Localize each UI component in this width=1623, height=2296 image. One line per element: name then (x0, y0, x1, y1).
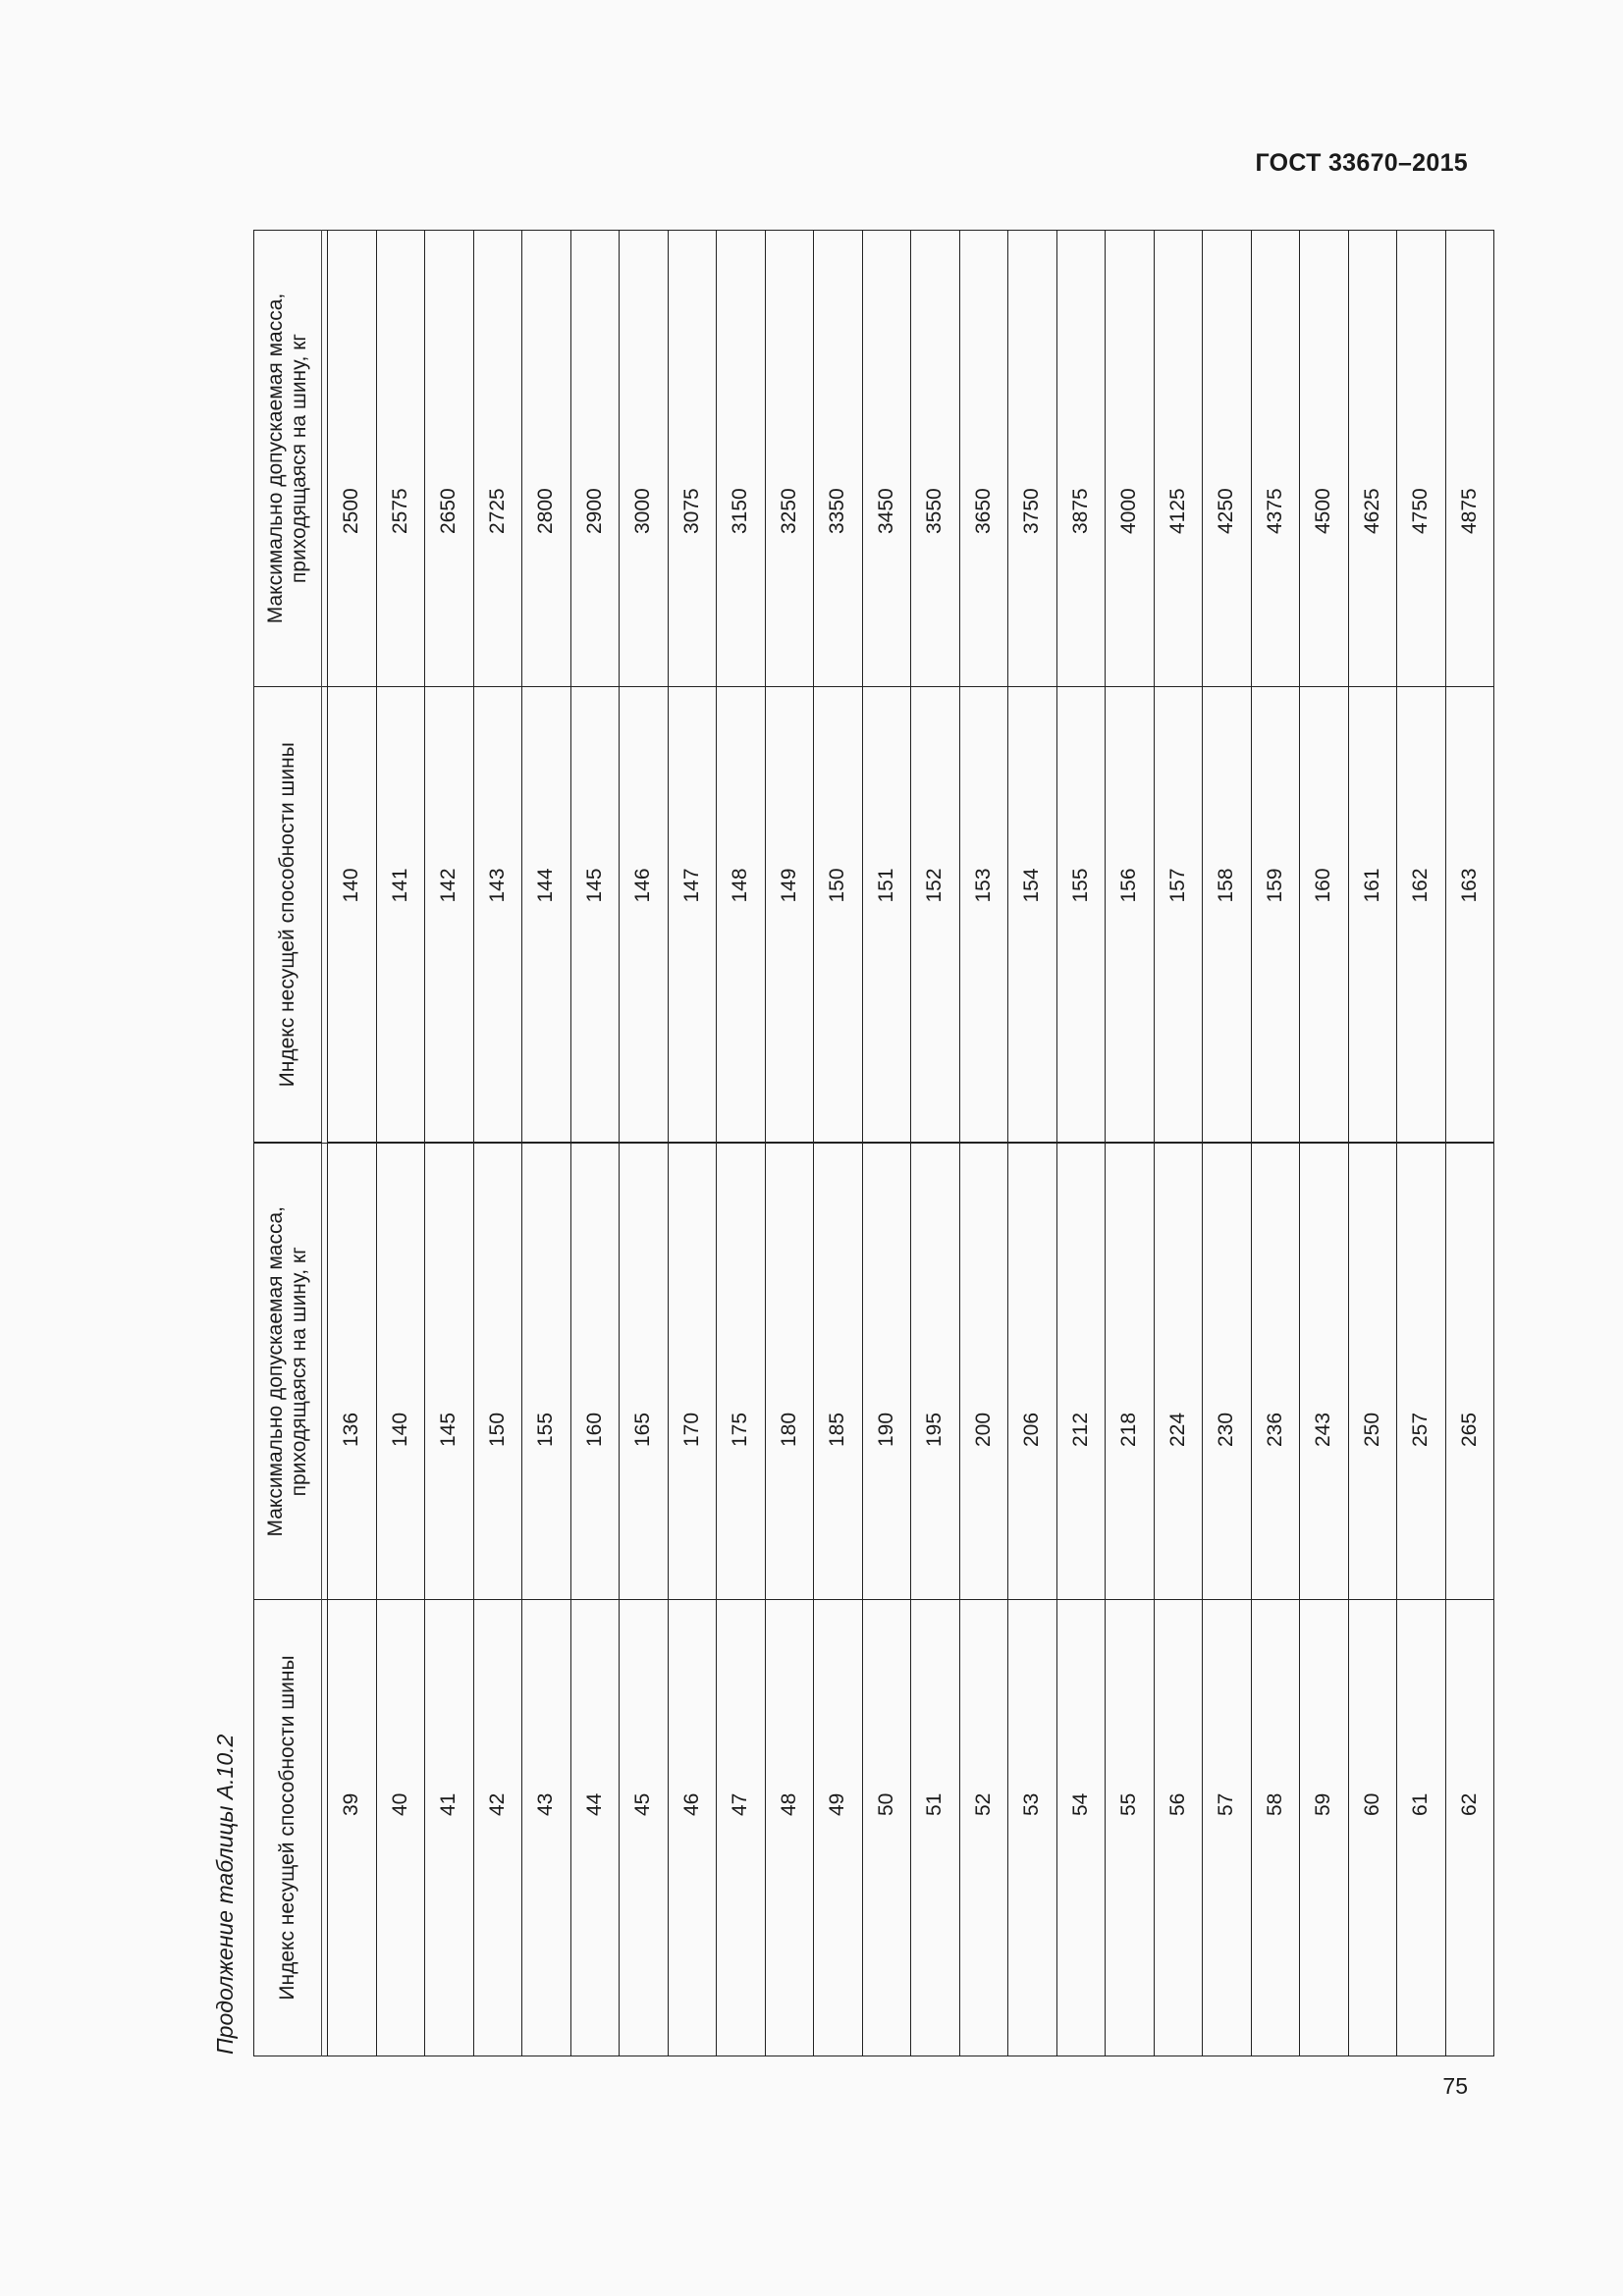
table-row (911, 231, 960, 2056)
load-index-1-cell: 47 (717, 1600, 766, 2056)
load-index-1-cell: 62 (1445, 1600, 1494, 2056)
table-row (1300, 231, 1349, 2056)
load-index-2-cell: 149 (765, 687, 814, 1144)
max-mass-2-cell: 3550 (911, 231, 960, 687)
table-row (1348, 231, 1397, 2056)
table-row (765, 231, 814, 2056)
load-index-2-cell: 143 (473, 687, 522, 1144)
table-row (1106, 231, 1155, 2056)
load-index-1-cell: 48 (765, 1600, 814, 2056)
max-mass-1-cell: 250 (1348, 1144, 1397, 1600)
load-index-1-cell: 51 (911, 1600, 960, 2056)
max-mass-2-cell: 4375 (1251, 231, 1300, 687)
load-index-2-cell: 161 (1348, 687, 1397, 1144)
max-mass-2-cell: 3650 (959, 231, 1008, 687)
max-mass-1-cell: 150 (473, 1144, 522, 1600)
header-load-index-1: Индекс несущей способности шины (254, 1600, 322, 2056)
load-index-2-cell: 155 (1056, 687, 1106, 1144)
load-index-2-cell: 152 (911, 687, 960, 1144)
max-mass-2-cell: 3150 (717, 231, 766, 687)
max-mass-2-cell: 4000 (1106, 231, 1155, 687)
load-index-2-cell: 153 (959, 687, 1008, 1144)
max-mass-1-cell: 230 (1203, 1144, 1252, 1600)
max-mass-1-cell: 236 (1251, 1144, 1300, 1600)
load-index-1-cell: 54 (1056, 1600, 1106, 2056)
table-row (620, 231, 669, 2056)
load-index-2-cell: 148 (717, 687, 766, 1144)
max-mass-1-cell: 175 (717, 1144, 766, 1600)
table-row (717, 231, 766, 2056)
load-index-1-cell: 39 (328, 1600, 377, 2056)
load-index-2-cell: 151 (862, 687, 911, 1144)
load-index-1-cell: 42 (473, 1600, 522, 2056)
max-mass-2-cell: 2575 (376, 231, 425, 687)
max-mass-2-cell: 3750 (1008, 231, 1057, 687)
max-mass-2-cell: 3075 (668, 231, 717, 687)
load-index-2-cell: 147 (668, 687, 717, 1144)
table-caption: Продолжение таблицы А.10.2 (212, 1734, 238, 2055)
max-mass-1-cell: 160 (570, 1144, 620, 1600)
load-index-2-cell: 154 (1008, 687, 1057, 1144)
load-index-1-cell: 46 (668, 1600, 717, 2056)
load-index-2-cell: 146 (620, 687, 669, 1144)
table-row (1154, 231, 1203, 2056)
max-mass-2-cell: 3250 (765, 231, 814, 687)
max-mass-2-cell: 4875 (1445, 231, 1494, 687)
load-index-table (253, 230, 1494, 2056)
load-index-2-cell: 159 (1251, 687, 1300, 1144)
load-index-2-cell: 157 (1154, 687, 1203, 1144)
max-mass-1-cell: 185 (814, 1144, 863, 1600)
rotated-table-block (196, 231, 1481, 2056)
max-mass-1-cell: 145 (425, 1144, 474, 1600)
max-mass-2-cell: 4500 (1300, 231, 1349, 687)
page-number: 75 (1442, 2073, 1468, 2099)
load-index-1-cell: 59 (1300, 1600, 1349, 2056)
load-index-1-cell: 58 (1251, 1600, 1300, 2056)
max-mass-2-cell: 4625 (1348, 231, 1397, 687)
table-row (570, 231, 620, 2056)
table-row (376, 231, 425, 2056)
table-row (425, 231, 474, 2056)
max-mass-2-cell: 4125 (1154, 231, 1203, 687)
table-row (814, 231, 863, 2056)
load-index-2-cell: 145 (570, 687, 620, 1144)
load-index-2-cell: 156 (1106, 687, 1155, 1144)
table-row (668, 231, 717, 2056)
table-row (522, 231, 571, 2056)
max-mass-1-cell: 190 (862, 1144, 911, 1600)
table-row (1445, 231, 1494, 2056)
max-mass-1-cell: 224 (1154, 1144, 1203, 1600)
load-index-1-cell: 49 (814, 1600, 863, 2056)
max-mass-1-cell: 136 (328, 1144, 377, 1600)
table-row (1203, 231, 1252, 2056)
table-row (1008, 231, 1057, 2056)
max-mass-1-cell: 195 (911, 1144, 960, 1600)
load-index-2-cell: 163 (1445, 687, 1494, 1144)
max-mass-2-cell: 4250 (1203, 231, 1252, 687)
header-max-mass-1: Максимально допускаемая масса, приходящаяся на шину, кг (254, 1144, 322, 1600)
header-load-index-2: Индекс несущей способности шины (254, 687, 322, 1144)
load-index-1-cell: 45 (620, 1600, 669, 2056)
load-index-1-cell: 53 (1008, 1600, 1057, 2056)
load-index-1-cell: 61 (1397, 1600, 1446, 2056)
load-index-1-cell: 55 (1106, 1600, 1155, 2056)
load-index-2-cell: 160 (1300, 687, 1349, 1144)
load-index-2-cell: 162 (1397, 687, 1446, 1144)
max-mass-2-cell: 4750 (1397, 231, 1446, 687)
max-mass-1-cell: 165 (620, 1144, 669, 1600)
document-code: ГОСТ 33670–2015 (1255, 149, 1468, 177)
max-mass-1-cell: 200 (959, 1144, 1008, 1600)
load-index-1-cell: 43 (522, 1600, 571, 2056)
max-mass-1-cell: 257 (1397, 1144, 1446, 1600)
table-row (959, 231, 1008, 2056)
load-index-2-cell: 158 (1203, 687, 1252, 1144)
load-index-2-cell: 141 (376, 687, 425, 1144)
max-mass-2-cell: 3350 (814, 231, 863, 687)
table-row (1056, 231, 1106, 2056)
max-mass-1-cell: 180 (765, 1144, 814, 1600)
max-mass-2-cell: 3000 (620, 231, 669, 687)
max-mass-2-cell: 3875 (1056, 231, 1106, 687)
load-index-1-cell: 57 (1203, 1600, 1252, 2056)
max-mass-1-cell: 212 (1056, 1144, 1106, 1600)
max-mass-2-cell: 2800 (522, 231, 571, 687)
max-mass-1-cell: 206 (1008, 1144, 1057, 1600)
table-row (862, 231, 911, 2056)
header-max-mass-2: Максимально допускаемая масса, приходящаяся на шину, кг (254, 231, 322, 687)
table-body (322, 231, 1494, 2056)
max-mass-1-cell: 140 (376, 1144, 425, 1600)
table-row (473, 231, 522, 2056)
load-index-1-cell: 56 (1154, 1600, 1203, 2056)
load-index-1-cell: 50 (862, 1600, 911, 2056)
max-mass-2-cell: 2650 (425, 231, 474, 687)
max-mass-2-cell: 3450 (862, 231, 911, 687)
max-mass-1-cell: 155 (522, 1144, 571, 1600)
table-row (1251, 231, 1300, 2056)
max-mass-1-cell: 243 (1300, 1144, 1349, 1600)
load-index-2-cell: 144 (522, 687, 571, 1144)
load-index-1-cell: 44 (570, 1600, 620, 2056)
load-index-1-cell: 52 (959, 1600, 1008, 2056)
load-index-1-cell: 60 (1348, 1600, 1397, 2056)
table-header-row (254, 231, 322, 2056)
load-index-2-cell: 140 (328, 687, 377, 1144)
max-mass-2-cell: 2500 (328, 231, 377, 687)
load-index-2-cell: 150 (814, 687, 863, 1144)
table-row (328, 231, 377, 2056)
max-mass-2-cell: 2725 (473, 231, 522, 687)
max-mass-1-cell: 170 (668, 1144, 717, 1600)
max-mass-1-cell: 265 (1445, 1144, 1494, 1600)
load-index-2-cell: 142 (425, 687, 474, 1144)
table-row (1397, 231, 1446, 2056)
max-mass-1-cell: 218 (1106, 1144, 1155, 1600)
load-index-1-cell: 40 (376, 1600, 425, 2056)
load-index-1-cell: 41 (425, 1600, 474, 2056)
max-mass-2-cell: 2900 (570, 231, 620, 687)
